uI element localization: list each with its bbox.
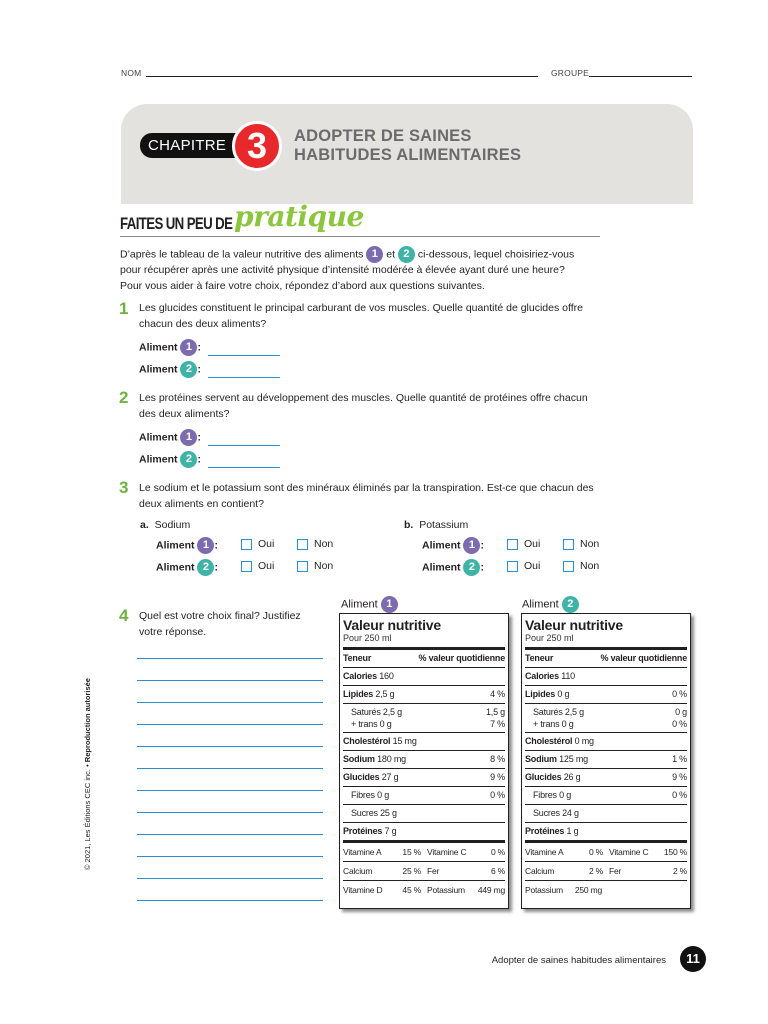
vitamin-c-pct: 0 % xyxy=(490,847,505,857)
answer-line[interactable] xyxy=(137,812,323,813)
calories-value: 110 xyxy=(561,671,575,681)
aliment-label: Aliment xyxy=(422,539,461,552)
fer-label: Fer xyxy=(609,866,622,876)
proteines-label: Protéines xyxy=(343,826,383,836)
sucres-row xyxy=(343,805,505,823)
glucides-pct: 9 % xyxy=(672,772,687,782)
trans-label: + trans 0 g xyxy=(351,719,392,729)
sodium-row xyxy=(343,751,505,769)
aliment-label: Aliment xyxy=(139,363,178,376)
proteines-label: Protéines xyxy=(525,826,565,836)
answer-row xyxy=(139,429,280,446)
vitamin-a-pct: 15 % xyxy=(402,847,421,857)
answer-line[interactable] xyxy=(137,768,323,769)
nutrition-label-2 xyxy=(521,613,691,909)
checkbox[interactable] xyxy=(563,539,574,550)
sodium-row-2 xyxy=(156,559,218,576)
glucides-value: 27 g xyxy=(381,772,399,782)
chapter-number: 3 xyxy=(232,121,282,171)
calcium-pct: 25 % xyxy=(402,866,421,876)
aliment-label: Aliment xyxy=(139,431,178,444)
non-label: Non xyxy=(580,560,600,573)
nutrition-label-1 xyxy=(339,613,509,909)
fibres-row xyxy=(525,787,687,805)
checkbox[interactable] xyxy=(297,539,308,550)
non-option[interactable] xyxy=(297,538,333,550)
answer-line[interactable] xyxy=(137,680,323,681)
colon: : xyxy=(214,539,218,552)
vitamin-d-pct: 45 % xyxy=(402,885,421,895)
option-letter: a. xyxy=(140,519,149,531)
portion-size: Pour 250 ml xyxy=(525,633,574,643)
answer-line[interactable] xyxy=(137,790,323,791)
mineral-row xyxy=(343,862,505,881)
pct-header: % valeur quotidienne xyxy=(418,653,505,663)
sucres-label: Sucres 24 g xyxy=(533,808,579,818)
oui-label: Oui xyxy=(524,560,541,573)
lipides-row xyxy=(525,686,687,704)
answer-input[interactable] xyxy=(208,368,280,378)
nutrition-title: Valeur nutritive xyxy=(525,617,623,633)
fibres-label: Fibres 0 g xyxy=(351,790,390,800)
header-row xyxy=(525,650,687,668)
aliment-1-badge: 1 xyxy=(197,537,214,554)
proteines-value: 7 g xyxy=(384,826,397,836)
oui-option[interactable] xyxy=(507,538,540,550)
lipides-label: Lipides xyxy=(525,689,556,699)
teneur-label: Teneur xyxy=(343,653,372,663)
section-word: pratique xyxy=(234,200,364,233)
non-label: Non xyxy=(314,538,334,551)
option-letter: b. xyxy=(404,519,414,531)
checkbox[interactable] xyxy=(297,561,308,572)
glucides-row xyxy=(343,769,505,787)
proteines-value: 1 g xyxy=(566,826,579,836)
checkbox[interactable] xyxy=(563,561,574,572)
sodium-row-1 xyxy=(156,537,218,554)
question-text: Les glucides constituent le principal carburant de vos muscles. Quelle quantité de glucides offre chacun des deux aliments? xyxy=(139,302,583,330)
copyright-notice xyxy=(83,678,92,870)
intro-line2: pour récupérer après une activité physique d’intensité modérée à élevée ayant duré une heure? xyxy=(120,264,565,276)
oui-option[interactable] xyxy=(241,560,274,572)
colon: : xyxy=(197,341,201,354)
aliment-1-badge: 1 xyxy=(366,246,383,263)
cholesterol-row xyxy=(343,733,505,751)
nom-field[interactable] xyxy=(146,76,538,77)
glucides-row xyxy=(525,769,687,787)
answer-line[interactable] xyxy=(137,900,323,901)
nutrition-title: Valeur nutritive xyxy=(343,617,441,633)
question-text: Les protéines servent au développement des muscles. Quelle quantité de protéines offre chacun des deux aliments? xyxy=(139,392,588,420)
vitamin-a-label: Vitamine A xyxy=(525,847,564,857)
aliment-2-badge: 2 xyxy=(398,246,415,263)
answer-row xyxy=(139,451,280,468)
calories-value: 160 xyxy=(379,671,394,681)
sucres-row xyxy=(525,805,687,823)
glucides-label: Glucides xyxy=(525,772,562,782)
sodium-pct: 1 % xyxy=(672,754,687,764)
intro-and: et xyxy=(386,248,395,261)
colon: : xyxy=(480,561,484,574)
aliment-label: Aliment xyxy=(341,598,378,611)
extra-row xyxy=(525,881,687,899)
colon: : xyxy=(197,431,201,444)
satures-pct: 0 g xyxy=(675,707,687,717)
potassium-label: Potassium xyxy=(525,885,563,895)
potassium-label: Potassium xyxy=(419,519,469,531)
satures-pct: 1,5 g xyxy=(485,707,505,717)
sodium-value: 180 mg xyxy=(377,754,406,764)
extra-row xyxy=(343,881,505,899)
aliment-2-badge: 2 xyxy=(180,451,197,468)
non-option[interactable] xyxy=(297,560,333,572)
fer-label: Fer xyxy=(427,866,440,876)
answer-input[interactable] xyxy=(208,458,280,468)
glucides-label: Glucides xyxy=(343,772,380,782)
non-label: Non xyxy=(314,560,334,573)
answer-input[interactable] xyxy=(208,346,280,356)
aliment-2-badge: 2 xyxy=(180,361,197,378)
satures-label: Saturés 2,5 g xyxy=(533,707,584,717)
proteines-row xyxy=(343,823,505,843)
aliment-1-badge: 1 xyxy=(381,596,398,613)
satures-label: Saturés 2,5 g xyxy=(351,707,402,717)
non-label: Non xyxy=(580,538,600,551)
cholesterol-value: 0 mg xyxy=(574,736,594,746)
fibres-row xyxy=(343,787,505,805)
aliment-label: Aliment xyxy=(156,539,195,552)
question-number: 2 xyxy=(119,388,129,407)
intro-part1: D’après le tableau de la valeur nutritive des aliments xyxy=(120,248,364,261)
oui-label: Oui xyxy=(258,538,275,551)
proteines-row xyxy=(525,823,687,843)
potassium-row-1 xyxy=(422,537,484,554)
answer-line[interactable] xyxy=(137,724,323,725)
mineral-row xyxy=(525,862,687,881)
trans-pct: 7 % xyxy=(490,719,505,729)
sodium-label: Sodium xyxy=(525,754,557,764)
colon: : xyxy=(197,363,201,376)
lipides-label: Lipides xyxy=(343,689,374,699)
aliment-label: Aliment xyxy=(422,561,461,574)
colon: : xyxy=(214,561,218,574)
non-option[interactable] xyxy=(563,538,599,550)
fibres-label: Fibres 0 g xyxy=(533,790,572,800)
vitamin-row xyxy=(343,843,505,862)
checkbox[interactable] xyxy=(507,539,518,550)
oui-label: Oui xyxy=(524,538,541,551)
answer-row xyxy=(139,361,280,378)
page-number: 11 xyxy=(680,946,706,972)
cholesterol-row xyxy=(525,733,687,751)
sodium-heading xyxy=(140,518,190,534)
potassium-row-2 xyxy=(422,559,484,576)
teneur-label: Teneur xyxy=(525,653,554,663)
intro-paragraph xyxy=(120,246,600,294)
chapter-title xyxy=(294,127,614,165)
glucides-pct: 9 % xyxy=(490,772,505,782)
calories-row xyxy=(525,668,687,686)
groupe-field[interactable] xyxy=(589,76,692,77)
lipides-pct: 4 % xyxy=(490,689,505,699)
vitamin-a-label: Vitamine A xyxy=(343,847,382,857)
lipides-value: 2,5 g xyxy=(375,689,395,699)
portion-size: Pour 250 ml xyxy=(343,633,392,643)
vitamin-c-label: Vitamine C xyxy=(427,847,467,857)
label-2-heading xyxy=(522,596,579,613)
potassium-value: 449 mg xyxy=(477,885,505,895)
question-text: Quel est votre choix final? Justifiez votre réponse. xyxy=(139,610,301,638)
pct-header: % valeur quotidienne xyxy=(600,653,687,663)
cholesterol-value: 15 mg xyxy=(392,736,417,746)
reproduction-text: Reproduction autorisée xyxy=(83,678,92,763)
trans-pct: 0 % xyxy=(672,719,687,729)
lipides-row xyxy=(343,686,505,704)
checkbox[interactable] xyxy=(507,561,518,572)
question-number: 4 xyxy=(119,606,129,625)
fer-pct: 2 % xyxy=(672,866,687,876)
aliment-1-badge: 1 xyxy=(463,537,480,554)
vitamin-row xyxy=(525,843,687,862)
answer-line[interactable] xyxy=(137,702,323,703)
answer-input[interactable] xyxy=(208,436,280,446)
chapter-label: CHAPITRE xyxy=(140,133,250,158)
answer-line[interactable] xyxy=(137,834,323,835)
answer-line[interactable] xyxy=(137,746,323,747)
sodium-row xyxy=(525,751,687,769)
sodium-label: Sodium xyxy=(154,519,191,531)
section-divider xyxy=(120,236,600,237)
trans-label: + trans 0 g xyxy=(533,719,574,729)
calcium-pct: 2 % xyxy=(588,866,603,876)
oui-label: Oui xyxy=(258,560,275,573)
colon: : xyxy=(197,453,201,466)
answer-row xyxy=(139,339,280,356)
answer-line[interactable] xyxy=(137,658,323,659)
colon: : xyxy=(480,539,484,552)
nom-label: NOM xyxy=(121,68,142,78)
checkbox[interactable] xyxy=(241,561,252,572)
fibres-pct: 0 % xyxy=(672,790,687,800)
aliment-2-badge: 2 xyxy=(463,559,480,576)
aliment-1-badge: 1 xyxy=(180,339,197,356)
calcium-label: Calcium xyxy=(343,866,373,876)
sodium-pct: 8 % xyxy=(490,754,505,764)
footer-title: Adopter de saines habitudes alimentaires xyxy=(491,955,666,966)
answer-line[interactable] xyxy=(137,856,323,857)
section-prefix: FAITES UN PEU DE xyxy=(120,214,233,233)
sucres-label: Sucres 25 g xyxy=(351,808,397,818)
aliment-2-badge: 2 xyxy=(562,596,579,613)
question-text: Le sodium et le potassium sont des minéraux éliminés par la transpiration. Est-ce que chacun des deux aliments en contient? xyxy=(139,482,594,510)
non-option[interactable] xyxy=(563,560,599,572)
oui-option[interactable] xyxy=(241,538,274,550)
calories-label: Calories xyxy=(525,671,559,681)
vitamin-c-pct: 150 % xyxy=(663,847,687,857)
label-1-heading xyxy=(341,596,398,613)
potassium-label: Potassium xyxy=(427,885,465,895)
aliment-2-badge: 2 xyxy=(197,559,214,576)
header-row xyxy=(343,650,505,668)
sodium-value: 125 mg xyxy=(559,754,588,764)
lipides-pct: 0 % xyxy=(672,689,687,699)
intro-line3: Pour vous aider à faire votre choix, répondez d’abord aux questions suivantes. xyxy=(120,279,485,292)
aliment-label: Aliment xyxy=(522,598,559,611)
aliment-1-badge: 1 xyxy=(180,429,197,446)
checkbox[interactable] xyxy=(241,539,252,550)
groupe-label: GROUPE xyxy=(551,68,590,78)
answer-line[interactable] xyxy=(137,878,323,879)
copyright-text: © 2021, Les Éditions CEC inc. • xyxy=(83,762,92,870)
fer-pct: 6 % xyxy=(490,866,505,876)
aliment-label: Aliment xyxy=(156,561,195,574)
fibres-pct: 0 % xyxy=(490,790,505,800)
potassium-heading xyxy=(404,518,468,534)
question-number: 3 xyxy=(119,478,129,497)
chapter-title-line1: ADOPTER DE SAINES xyxy=(294,127,472,145)
sodium-label: Sodium xyxy=(343,754,375,764)
satures-row xyxy=(525,704,687,733)
lipides-value: 0 g xyxy=(557,689,570,699)
vitamin-d-label: Vitamine D xyxy=(343,885,383,895)
satures-row xyxy=(343,704,505,733)
cholesterol-label: Cholestérol xyxy=(343,736,391,746)
vitamin-c-label: Vitamine C xyxy=(609,847,649,857)
question-number: 1 xyxy=(119,299,129,318)
potassium-value: 250 mg xyxy=(574,885,602,895)
calories-label: Calories xyxy=(343,671,377,681)
intro-part2: ci-dessous, lequel choisiriez-vous xyxy=(417,248,575,261)
oui-option[interactable] xyxy=(507,560,540,572)
calories-row xyxy=(343,668,505,686)
vitamin-a-pct: 0 % xyxy=(588,847,603,857)
calcium-label: Calcium xyxy=(525,866,555,876)
glucides-value: 26 g xyxy=(563,772,581,782)
aliment-label: Aliment xyxy=(139,341,178,354)
cholesterol-label: Cholestérol xyxy=(525,736,573,746)
chapter-title-line2: HABITUDES ALIMENTAIRES xyxy=(294,146,522,164)
aliment-label: Aliment xyxy=(139,453,178,466)
